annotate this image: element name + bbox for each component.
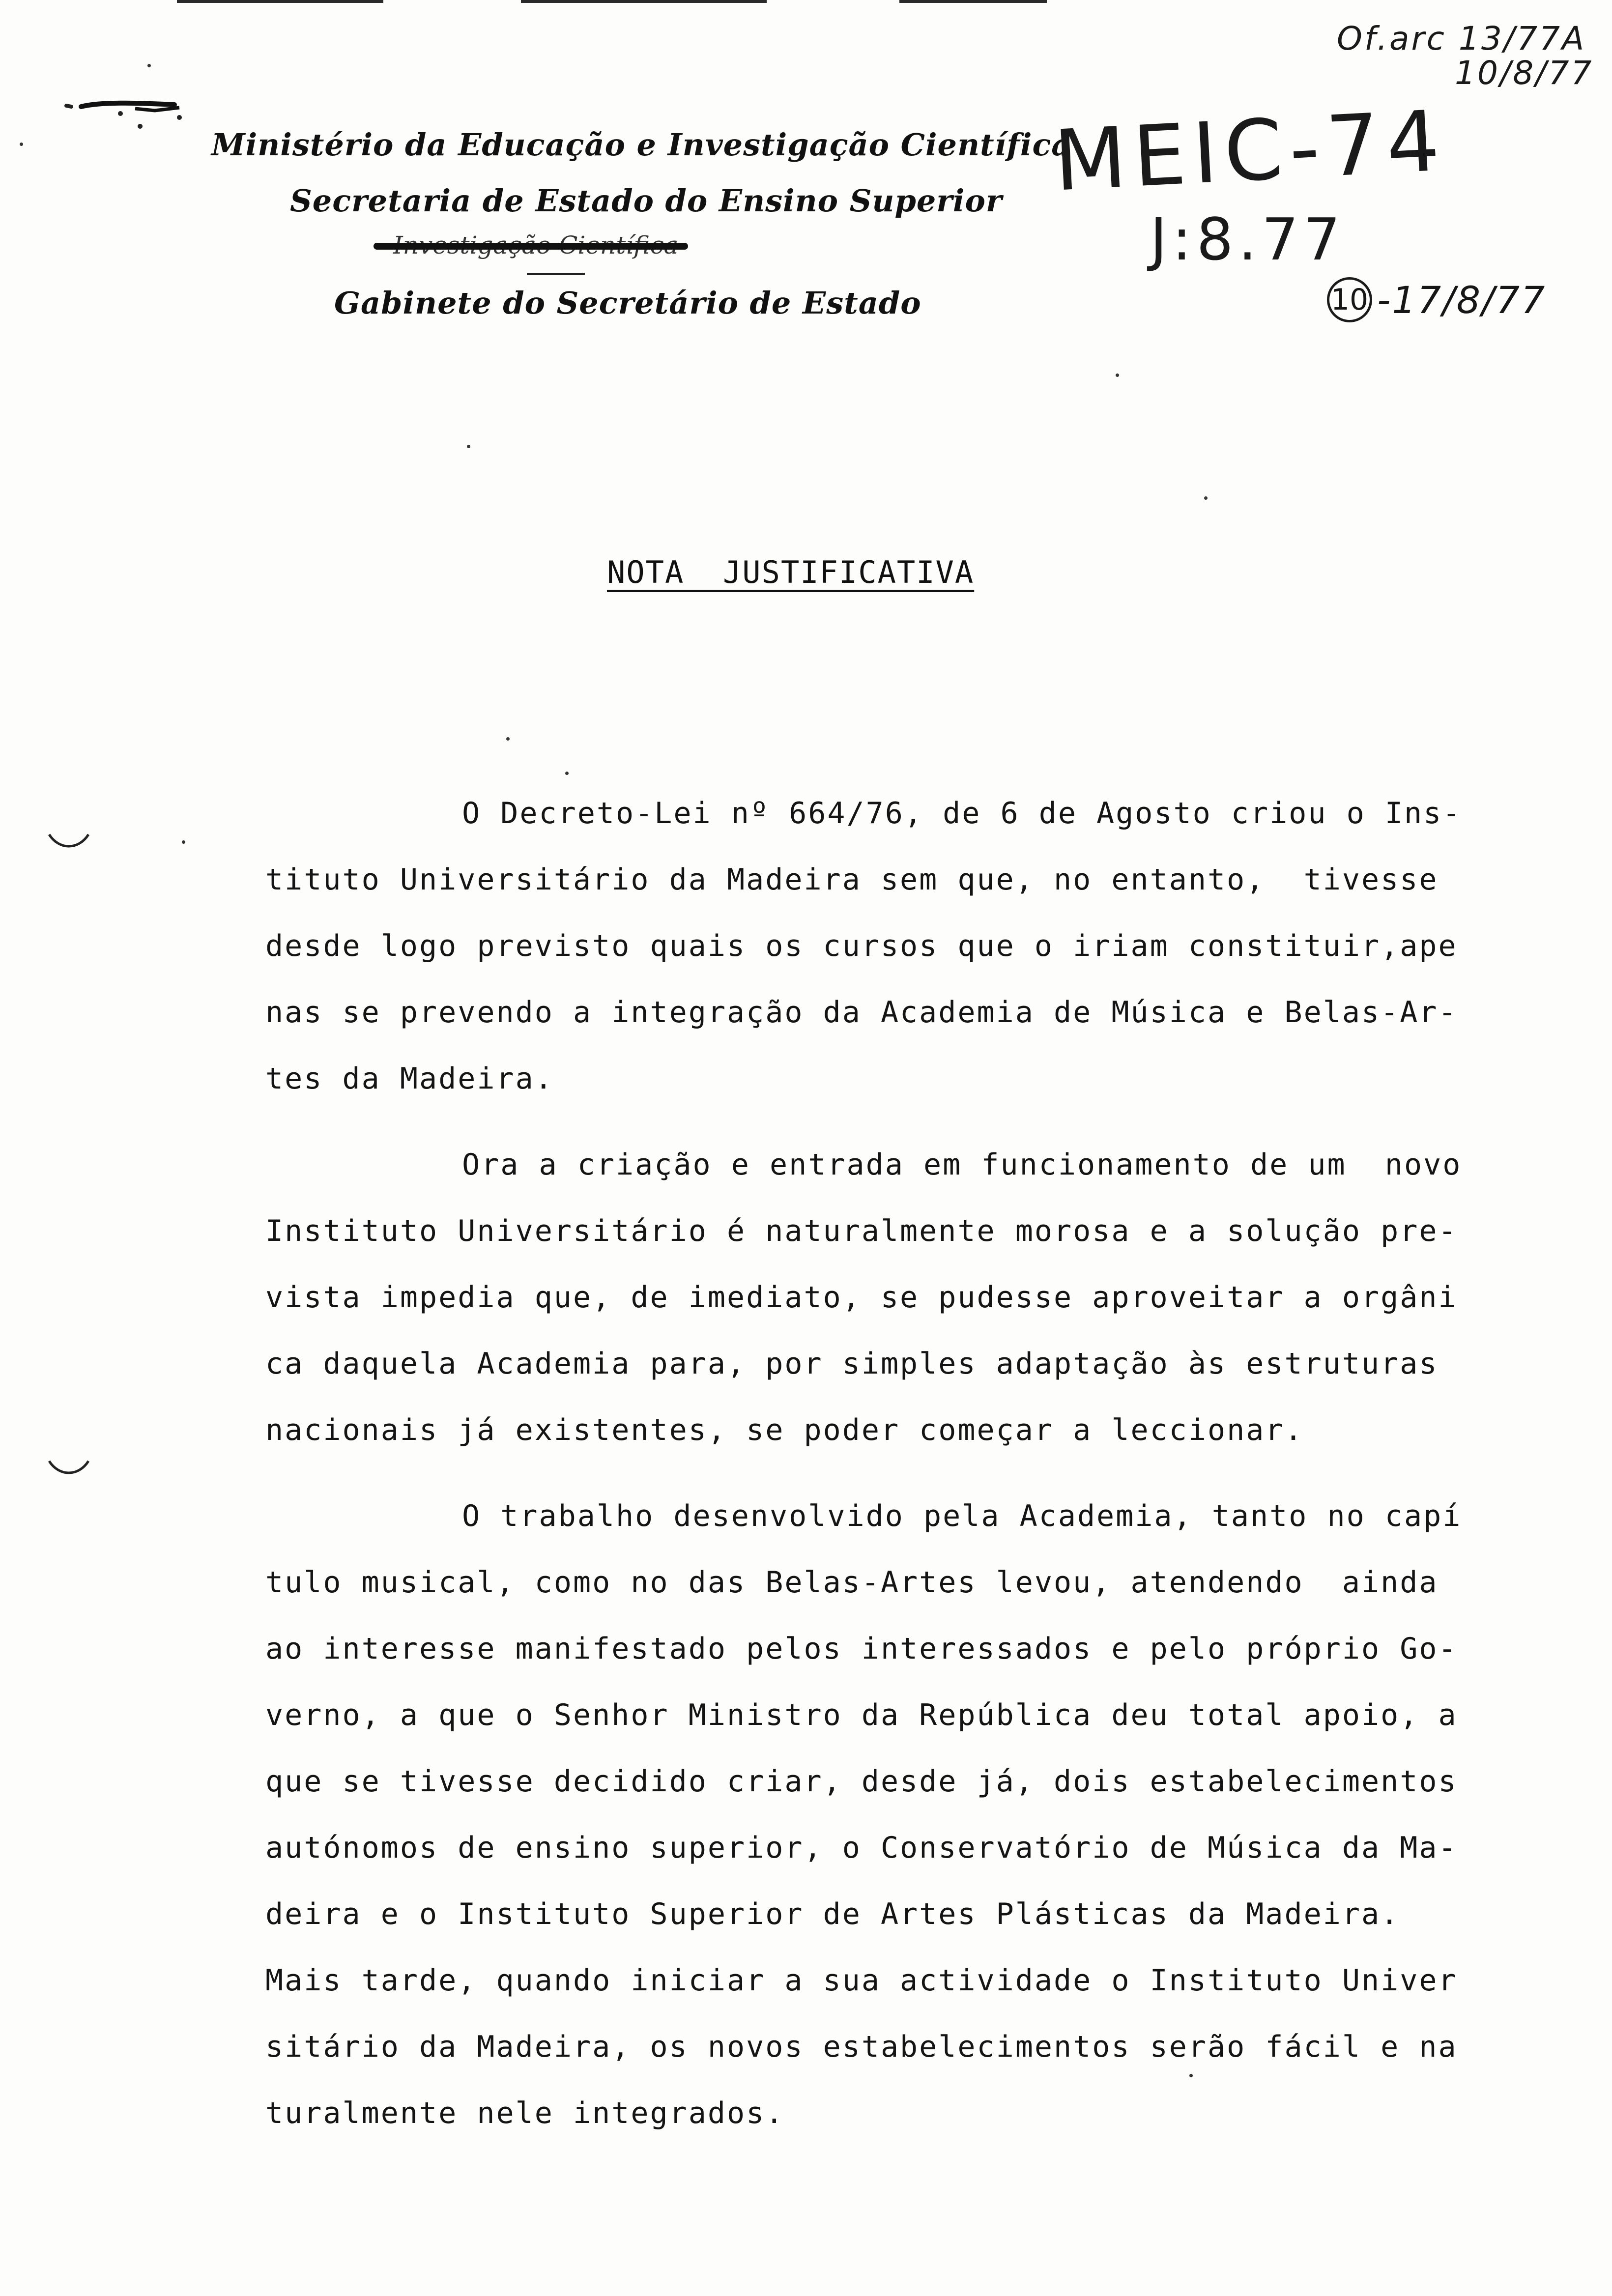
- body-line: tulo musical, como no das Belas-Artes levou, atendendo ainda: [265, 1565, 1439, 1600]
- annotation-reference-code: MEIC-74: [1052, 92, 1449, 210]
- annotation-ref: Of.arc 13/77A: [1337, 20, 1586, 57]
- scan-speck: [1116, 373, 1119, 377]
- body-line: desde logo previsto quais os cursos que o iriam constituir,ape: [265, 929, 1458, 963]
- body-line: deira e o Instituto Superior de Artes Plásticas da Madeira.: [265, 1897, 1400, 1931]
- scan-speck: [565, 772, 569, 775]
- letterhead-cabinet: Gabinete do Secretário de Estado: [334, 285, 921, 321]
- annotation-reference-date: J:8.77: [1150, 205, 1346, 273]
- body-line: verno, a que o Senhor Ministro da República deu total apoio, a: [265, 1698, 1458, 1732]
- punch-hole-mark-icon: [47, 831, 91, 850]
- punch-hole-mark-icon: [47, 1457, 91, 1477]
- body-line: ao interesse manifestado pelos interessados e pelo próprio Go-: [265, 1632, 1458, 1666]
- scan-speck: [1189, 2074, 1193, 2077]
- circled-entry-date: -17/8/77: [1377, 278, 1547, 322]
- body-line: nacionais já existentes, se poder começar a leccionar.: [265, 1413, 1304, 1447]
- annotation-circled-entry: [1327, 275, 1546, 324]
- body-line: Instituto Universitário é naturalmente morosa e a solução pre-: [265, 1214, 1458, 1248]
- scan-edge-mark: [899, 0, 1047, 3]
- body-line: Mais tarde, quando iniciar a sua actividade o Instituto Univer: [265, 1963, 1458, 1998]
- letterhead-divider: [527, 273, 585, 275]
- body-line: O trabalho desenvolvido pela Academia, tanto no capí: [462, 1499, 1462, 1533]
- body-line: Ora a criação e entrada em funcionamento de um novo: [462, 1148, 1462, 1182]
- page-title: NOTA JUSTIFICATIVA: [607, 554, 975, 590]
- body-line: O Decreto-Lei nº 664/76, de 6 de Agosto criou o Ins-: [462, 796, 1462, 831]
- scan-speck: [1204, 496, 1208, 500]
- body-line: ca daquela Academia para, por simples adaptação às estruturas: [265, 1347, 1439, 1381]
- body-line: que se tivesse decidido criar, desde já, dois estabelecimentos: [265, 1764, 1458, 1799]
- letterhead-ministry: Ministério da Educação e Investigação Científica: [211, 127, 1072, 163]
- body-line: tes da Madeira.: [265, 1062, 554, 1096]
- letterhead-struck-line: [374, 231, 688, 255]
- scan-speck: [467, 445, 470, 448]
- body-line: tituto Universitário da Madeira sem que, no entanto, tivesse: [265, 862, 1439, 897]
- letterhead-secretariat: Secretaria de Estado do Ensino Superior: [290, 183, 1003, 219]
- annotation-ref-date: 10/8/77: [1455, 54, 1594, 92]
- scan-speck: [506, 737, 510, 741]
- body-line: sitário da Madeira, os novos estabelecimentos serão fácil e na: [265, 2030, 1458, 2064]
- emblem-mark-icon: [61, 96, 189, 135]
- scan-edge-mark: [177, 0, 383, 3]
- scan-speck: [182, 840, 185, 844]
- strikethrough-bar: [374, 243, 688, 250]
- scan-speck: [20, 143, 23, 146]
- scan-speck: [147, 64, 151, 67]
- body-line: vista impedia que, de imediato, se pudesse aproveitar a orgâni: [265, 1280, 1458, 1315]
- circled-number: 10: [1327, 277, 1372, 322]
- body-line: nas se prevendo a integração da Academia de Música e Belas-Ar-: [265, 995, 1458, 1030]
- scan-edge-mark: [521, 0, 767, 3]
- body-line: turalmente nele integrados.: [265, 2096, 785, 2130]
- body-line: autónomos de ensino superior, o Conservatório de Música da Ma-: [265, 1831, 1458, 1865]
